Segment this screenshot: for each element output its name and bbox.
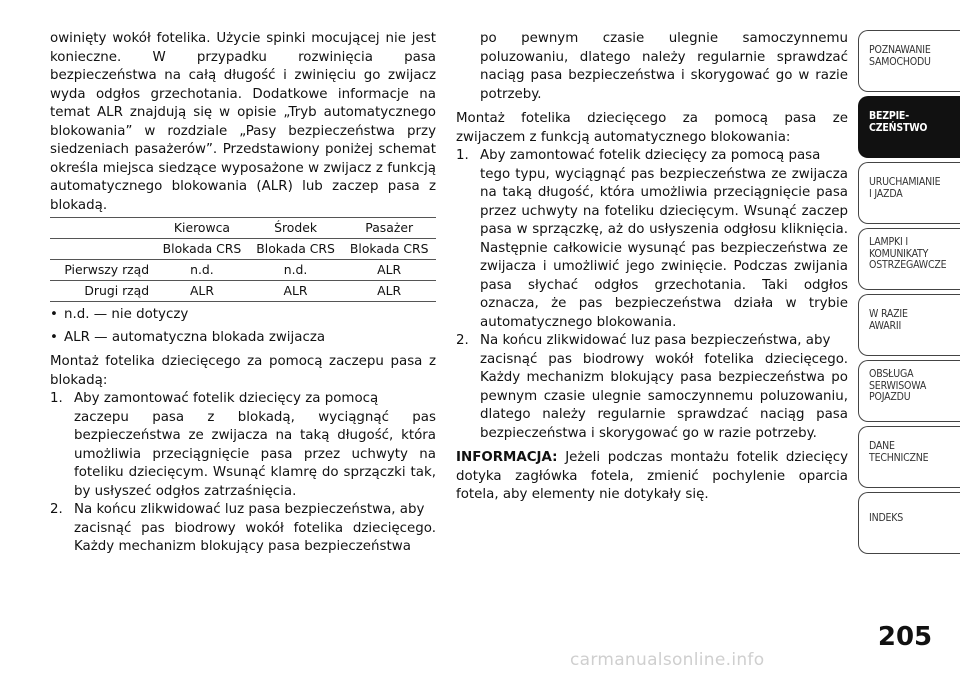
tab-indeks[interactable]: [858, 492, 960, 554]
seating-table: [50, 217, 436, 302]
left-column: [50, 30, 436, 557]
tab-bezpieczenstwo[interactable]: [858, 96, 960, 158]
tab-label: SAMOCHODU: [869, 55, 931, 68]
list-number: 2.: [456, 333, 469, 348]
tab-lampki-i-komunikaty[interactable]: [858, 228, 960, 290]
tab-dane-techniczne[interactable]: [858, 426, 960, 488]
list-number: 1.: [50, 391, 63, 406]
page-number: 205: [877, 622, 933, 652]
table-row: [50, 260, 436, 281]
tab-label: OBSŁUGA: [869, 368, 914, 380]
table-cell: [50, 239, 155, 260]
watermark: carmanualsonline.info: [570, 650, 765, 670]
tab-label: LAMPKI I: [869, 236, 908, 248]
table-row: [50, 239, 436, 260]
table-cell: Blokada CRS: [162, 241, 242, 256]
tab-label: W RAZIE: [869, 308, 908, 320]
table-header-cell: Kierowca: [173, 220, 231, 235]
list-text-continued: tego typu, wyciągnąć pas bezpieczeństwa ze zwijacza na taką długość, która umożliwia przeciągnięcie pasa przez uchwyty na foteliku dziecięcym. Wsunąć zaczep pasa w sprzączkę, aż do usłyszenia odgłosu kliknięcia. Następnie całkowicie wysunąć pas bezpieczeństwa ze zwijacza i umożliwić jego zwinięcie. Podczas zwijania pasa słychać odgłos grzechotania. Taki odgłos oznacza, że pas bezpieczeństwa działa w trybie automatycznego blokowania.: [480, 166, 848, 330]
tab-label: SERWISOWA: [869, 379, 927, 392]
tab-label: URUCHAMIANIE: [869, 176, 941, 188]
table-header-cell: Pasażer: [365, 220, 414, 235]
list-text: Na końcu zlikwidować luz pasa bezpieczeństwa, aby: [74, 502, 425, 517]
bullet-text: n.d. — nie dotyczy: [64, 307, 189, 322]
bullet-text: ALR — automatyczna blokada zwijacza: [64, 329, 326, 345]
list-item: [50, 501, 436, 520]
tab-obsluga-serwisowa[interactable]: [858, 360, 960, 422]
info-text: Jeżeli podczas montażu fotelik dziecięcy dotyka zagłówka fotela, zmienić pochylenie oparcia fotela, aby elementy nie dotykały się.: [456, 450, 848, 502]
list-text-continued: zacisnąć pas biodrowy wokół fotelika dziecięcego. Każdy mechanizm blokujący pasa bezpieczeństwa: [74, 520, 436, 554]
list-text: Na końcu zlikwidować luz pasa bezpieczeństwa, aby: [480, 333, 831, 348]
tab-label: AWARII: [869, 319, 902, 332]
right-paragraph-1: Montaż fotelika dziecięcego za pomocą pasa ze zwijaczem z funkcją automatycznego blokowania:: [456, 111, 848, 145]
left-paragraph-2: Montaż fotelika dziecięcego za pomocą zaczepu pasa z blokadą:: [50, 354, 436, 388]
table-header-cell: Środek: [274, 220, 318, 235]
list-item: [456, 332, 848, 351]
table-cell: n.d.: [190, 262, 214, 277]
list-number: 2.: [50, 502, 63, 517]
list-text-continued: zaczepu pasa z blokadą, wyciągnąć pas bezpieczeństwa ze zwijacza na taką długość, która umożliwia przeciągnięcie pasa przez uchwyty na foteliku dziecięcym. Wsunąć klamrę do sprzączki tak, by usłyszeć odgłos zatrzaśnięcia.: [74, 409, 436, 499]
list-item: [50, 306, 436, 325]
table-header-row: [50, 218, 436, 239]
table-cell: Blokada CRS: [256, 241, 335, 256]
right-column: [456, 30, 848, 505]
table-cell: ALR: [189, 283, 214, 298]
table-cell: Pierwszy rząd: [64, 262, 150, 277]
bullet-icon: •: [50, 329, 58, 345]
tab-label: POJAZDU: [869, 391, 911, 403]
bullet-icon: •: [50, 307, 58, 322]
tab-label: KOMUNIKATY: [869, 247, 929, 260]
tab-w-razie-awarii[interactable]: [858, 294, 960, 356]
table-cell: n.d.: [283, 262, 308, 277]
tab-label: TECHNICZNE: [869, 451, 929, 464]
list-item: [50, 390, 436, 409]
list-text-continued: zacisnąć pas biodrowy wokół fotelika dziecięcego. Każdy mechanizm blokujący pasa bezpieczeństwa po pewnym czasie ulegnie samoczynnemu poluzowaniu, dlatego należy regularnie sprawdzać naciąg pasa bezpieczeństwa i skorygować go w razie potrzeby.: [480, 351, 848, 441]
table-cell: ALR: [377, 262, 402, 277]
tab-label: BEZPIE-: [869, 110, 909, 122]
info-label: INFORMACJA:: [456, 450, 558, 465]
tab-label: I JAZDA: [869, 187, 903, 200]
info-note: [456, 449, 848, 505]
tab-label: DANE: [869, 440, 895, 452]
tab-uruchamianie-i-jazda[interactable]: [858, 162, 960, 224]
list-item: [456, 147, 848, 166]
table-cell: ALR: [377, 283, 402, 298]
list-text-continued: po pewnym czasie ulegnie samoczynnemu poluzowaniu, dlatego należy regularnie sprawdzać naciąg pasa bezpieczeństwa i skorygować go w razie potrzeby.: [480, 31, 848, 102]
tab-label: CZEŃSTWO: [869, 121, 928, 134]
list-text: Aby zamontować fotelik dziecięcy za pomocą: [74, 391, 379, 406]
table-cell: Blokada CRS: [349, 241, 429, 256]
list-number: 1.: [456, 148, 469, 163]
list-item: [50, 329, 436, 348]
table-cell: ALR: [283, 283, 308, 298]
table-header-cell: [50, 218, 155, 239]
left-paragraph-1: owinięty wokół fotelika. Użycie spinki mocującej nie jest konieczne. W przypadku rozwinięcia pasa bezpieczeństwa na całą długość i zwinięciu go zwijacz wyda odgłos grzechotania. Dodatkowe informacje na temat ALR znajdują się w opisie „Tryb automatycznego blokowania” w rozdziale „Pasy bezpieczeństwa przy siedzeniach pasażerów”. Przedstawiony poniżej schemat określa miejsca siedzące wyposażone w zwijacz z funkcją automatycznego blokowania (ALR) lub zaczep pasa z blokadą.: [50, 31, 436, 213]
list-text: Aby zamontować fotelik dziecięcy za pomocą pasa: [480, 148, 821, 163]
tab-label: POZNAWANIE: [869, 44, 931, 56]
table-cell: Drugi rząd: [84, 283, 150, 298]
tab-label: INDEKS: [869, 512, 904, 524]
table-row: [50, 281, 436, 302]
chapter-tabs: [858, 30, 960, 558]
tab-poznawanie-samochodu[interactable]: [858, 30, 960, 92]
tab-label: OSTRZEGAWCZE: [869, 259, 947, 271]
